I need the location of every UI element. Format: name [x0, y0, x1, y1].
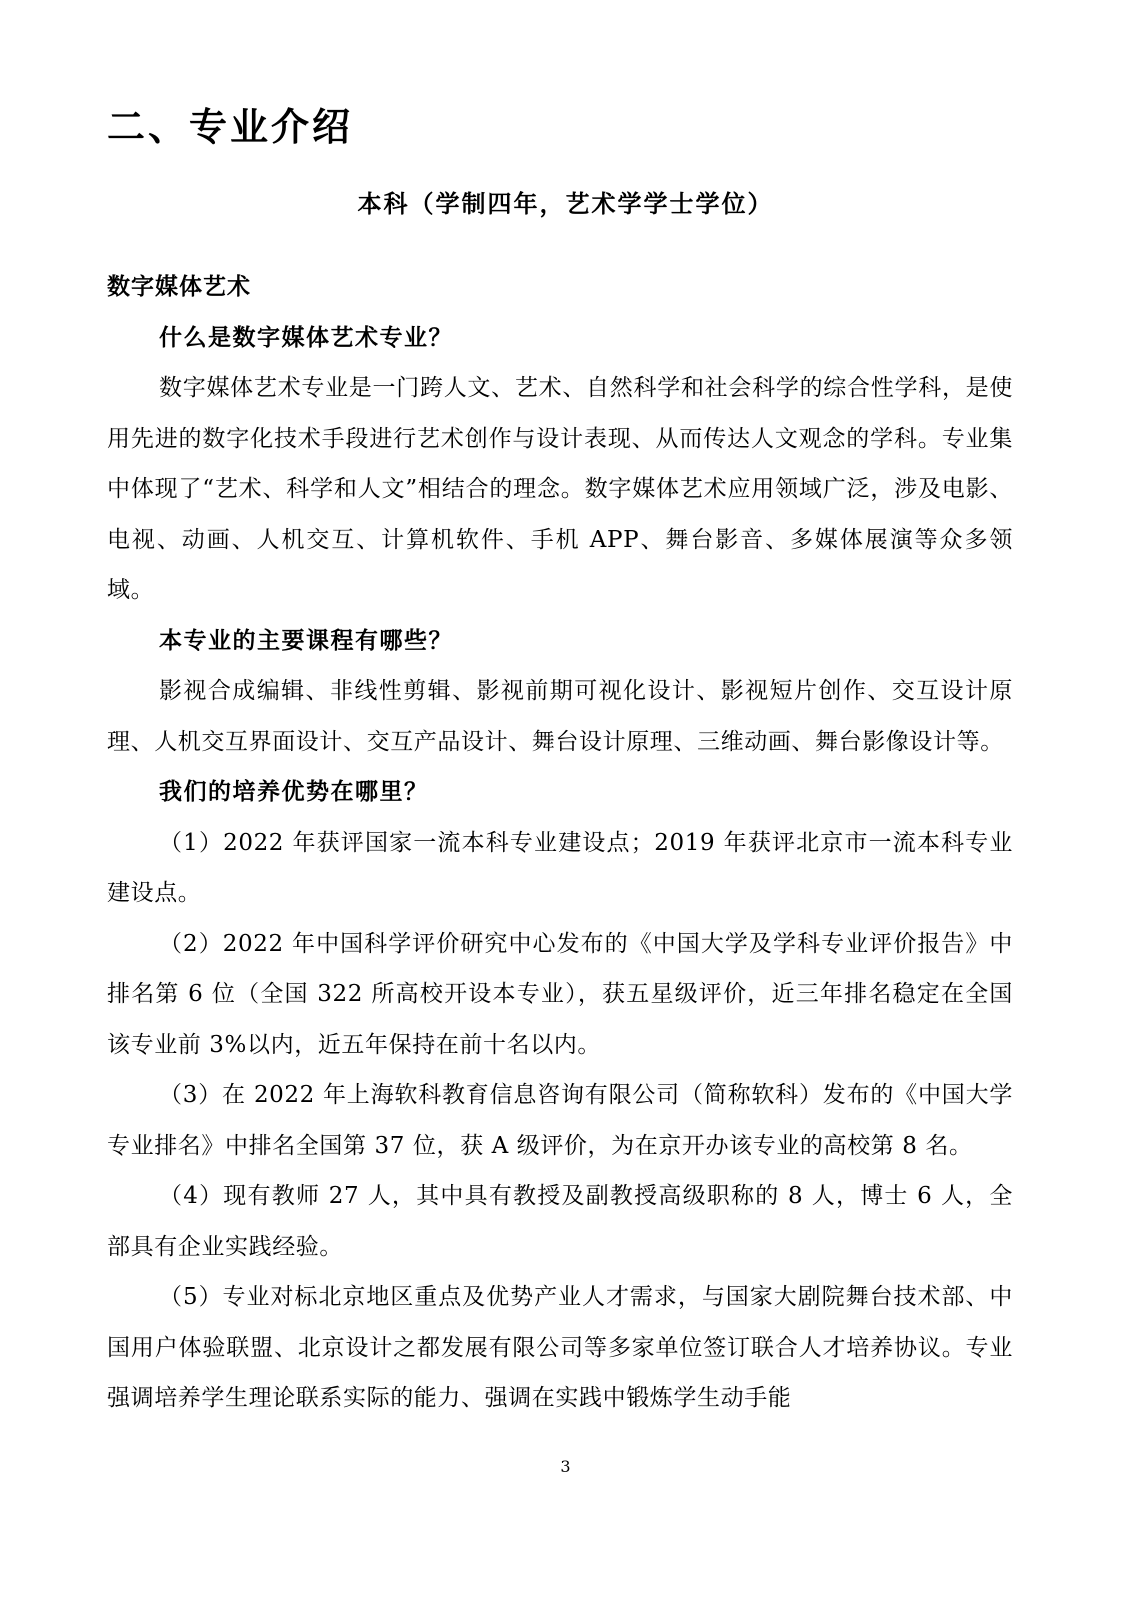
- advantage-item-3: （3）在 2022 年上海软科教育信息咨询有限公司（简称软科）发布的《中国大学专业排名》中排名全国第 37 位，获 A 级评价，为在京开办该专业的高校第 8 名。: [107, 1082, 1013, 1159]
- page-number: 3: [560, 1457, 571, 1476]
- question-what-is-major: 什么是数字媒体艺术专业？: [159, 324, 453, 351]
- major-intro-paragraph: 数字媒体艺术专业是一门跨人文、艺术、自然科学和社会科学的综合性学科，是使用先进的数字化技术手段进行艺术创作与设计表现、从而传达人文观念的学科。专业集中体现了“艺术、科学和人文”相结合的理念。数字媒体艺术应用领域广泛，涉及电影、电视、动画、人机交互、计算机软件、手机 APP、舞台影音、多媒体展演等众多领域。: [107, 375, 1013, 603]
- major-section: [107, 262, 1013, 1424]
- advantage-item-2: （2）2022 年中国科学评价研究中心发布的《中国大学及学科专业评价报告》中排名第 6 位（全国 322 所高校开设本专业），获五星级评价，近三年排名稳定在全国该专业前 3%以内，近五年保持在前十名以内。: [107, 930, 1013, 1058]
- question-main-courses: 本专业的主要课程有哪些？: [159, 627, 453, 654]
- advantage-item-5: （5）专业对标北京地区重点及优势产业人才需求，与国家大剧院舞台技术部、中国用户体验联盟、北京设计之都发展有限公司等多家单位签订联合人才培养协议。专业强调培养学生理论联系实际的能力、强调在实践中锻炼学生动手能: [107, 1284, 1013, 1411]
- major-name: 数字媒体艺术: [107, 274, 251, 300]
- advantage-item-4: （4）现有教师 27 人，其中具有教授及副教授高级职称的 8 人，博士 6 人，全部具有企业实践经验。: [107, 1183, 1013, 1260]
- question-advantages: 我们的培养优势在哪里？: [159, 779, 429, 805]
- advantage-item-1: （1）2022 年获评国家一流本科专业建设点；2019 年获评北京市一流本科专业建设点。: [107, 829, 1013, 906]
- courses-paragraph: 影视合成编辑、非线性剪辑、影视前期可视化设计、影视短片创作、交互设计原理、人机交互界面设计、交互产品设计、舞台设计原理、三维动画、舞台影像设计等。: [107, 678, 1013, 755]
- section-title: 二、专业介绍: [107, 105, 354, 149]
- degree-title: 本科（学制四年，艺术学学士学位）: [357, 190, 774, 218]
